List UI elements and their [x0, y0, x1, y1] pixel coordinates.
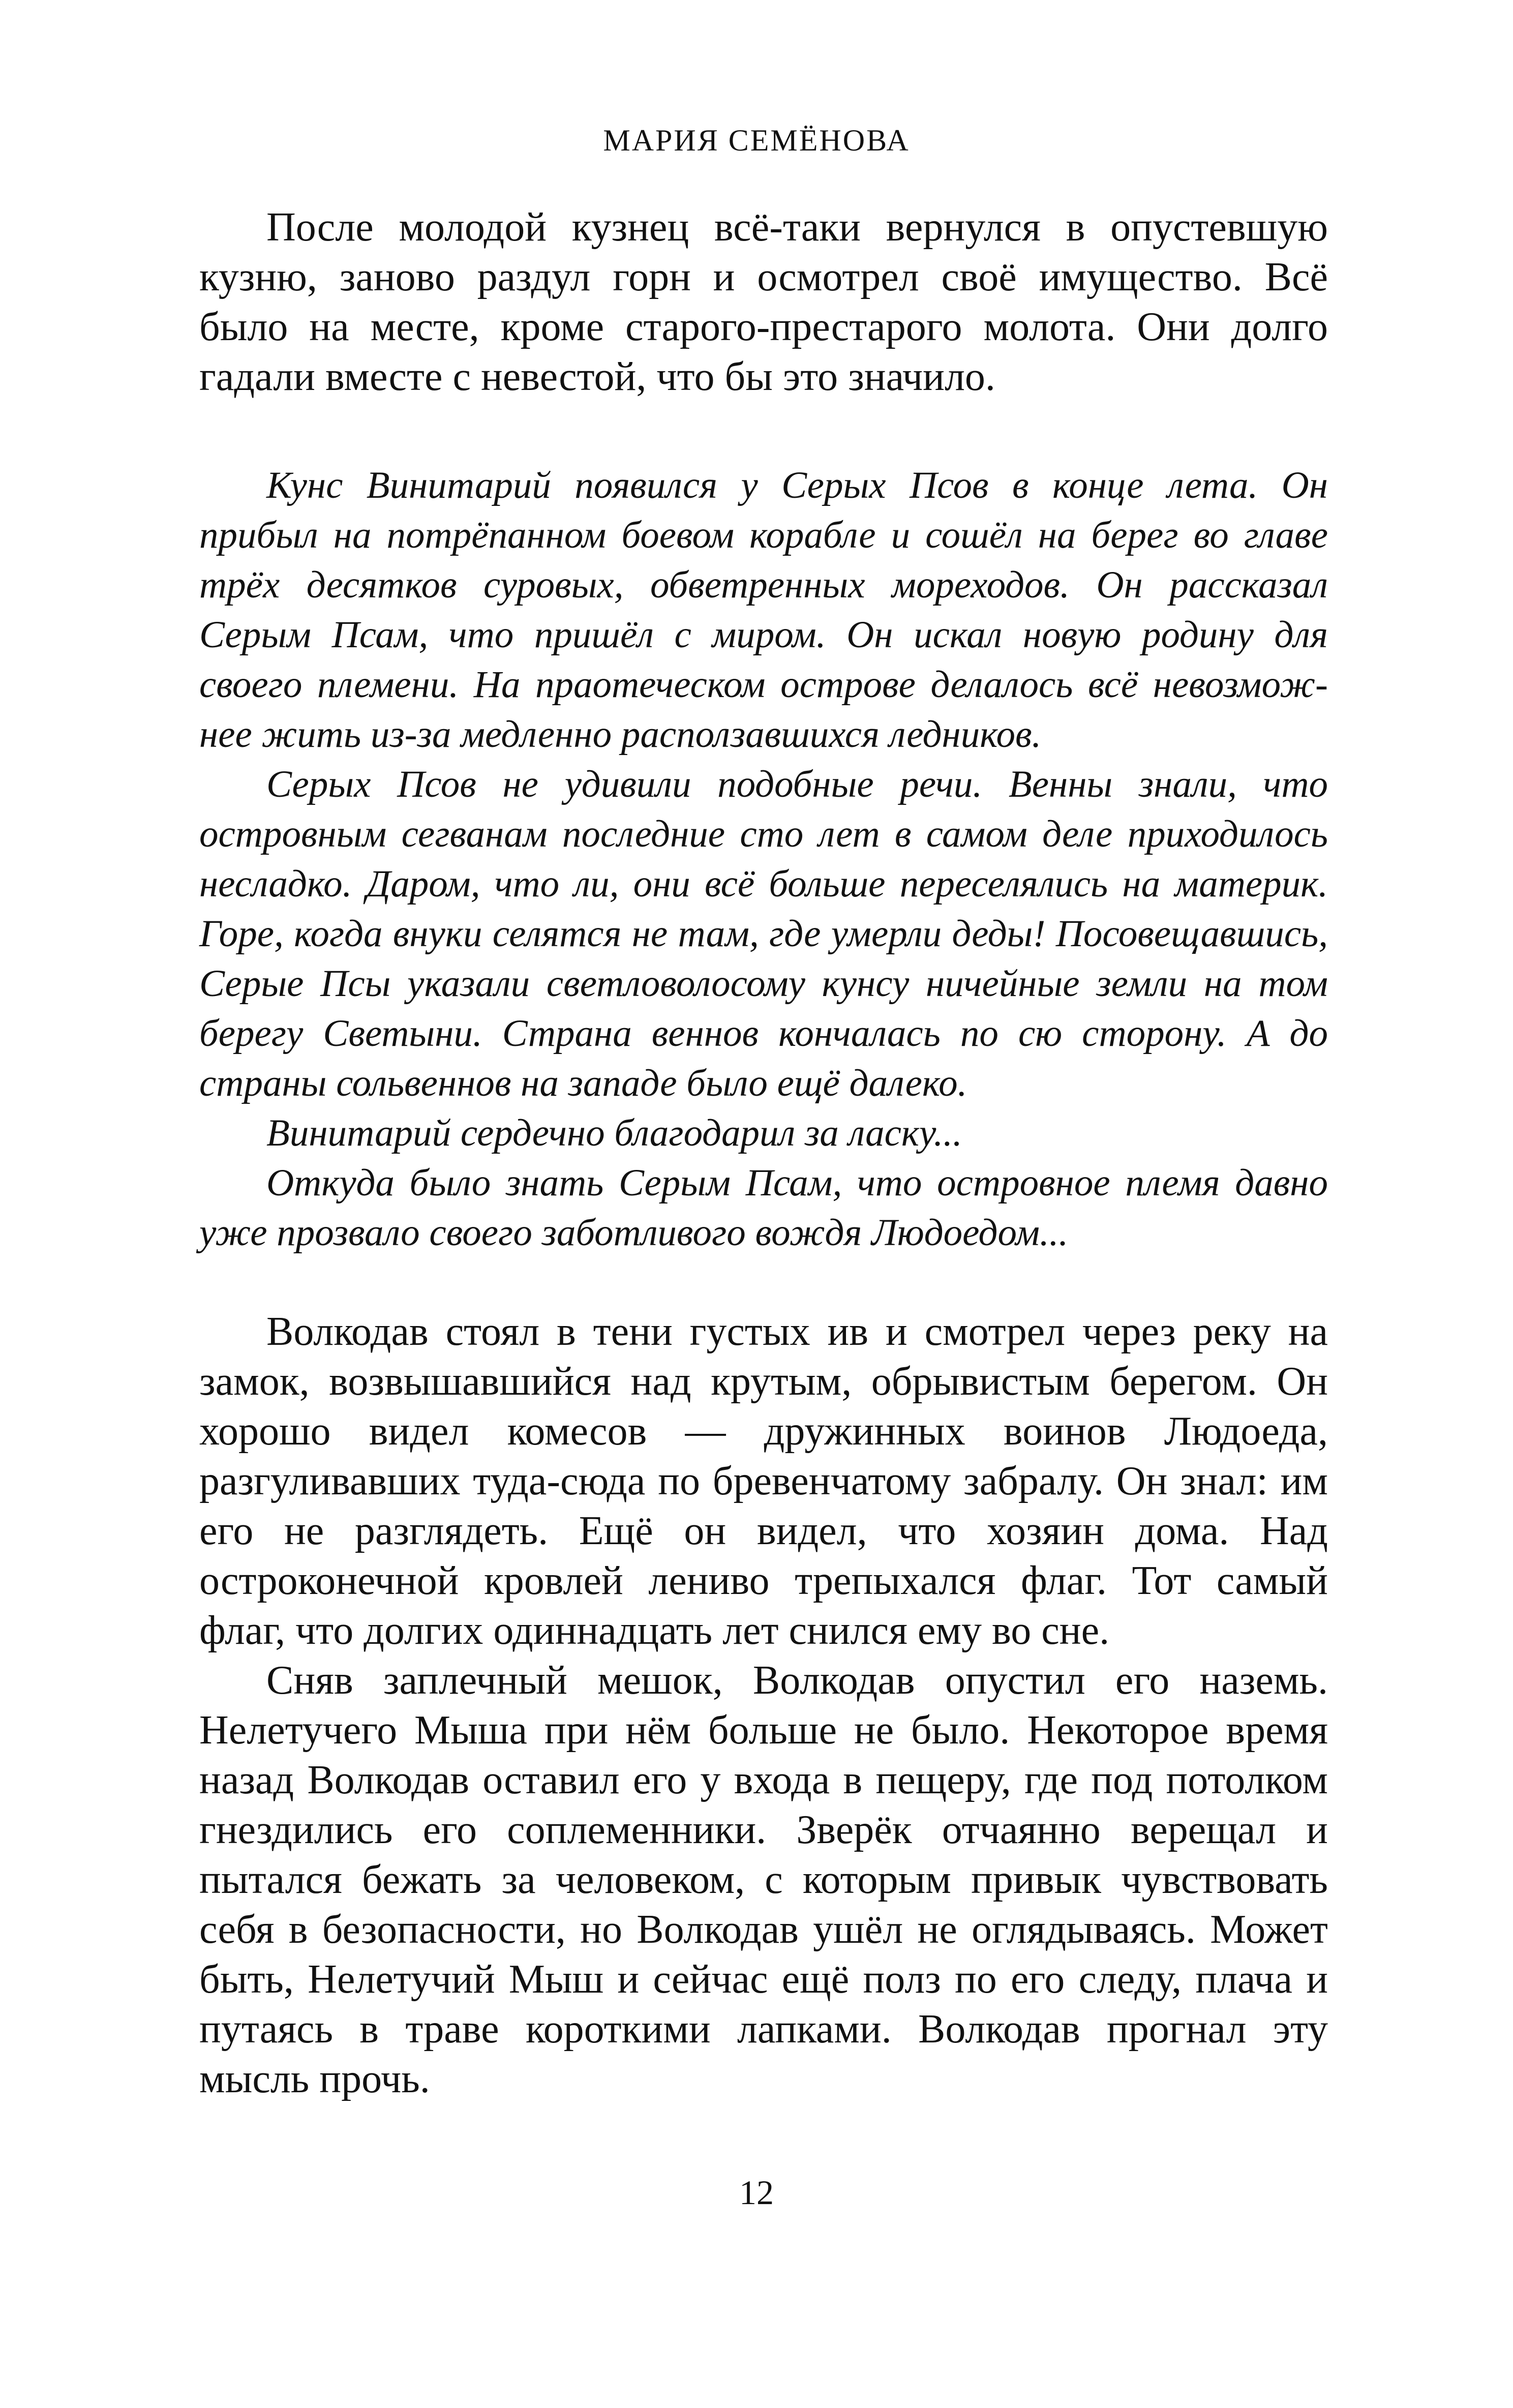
paragraph: Винитарий сердечно благодарил за ласку...	[266, 1112, 962, 1154]
running-head-author: МАРИЯ СЕМЁНОВА	[603, 124, 910, 157]
paragraph: Откуда было знать Серым Псам, что островное племя давно уже прозвало своего заботливого вождя Людоедом...	[199, 1162, 1328, 1254]
paragraph: Кунс Винитарий появился у Серых Псов в конце лета. Он прибыл на потрёпанном боевом корабле и сошёл на берег во главе трёх десятков суровых, обветренных мореходов. Он рассказал Серым Псам, что пришёл с миром. Он искал новую родину для своего племени. На праотеческом острове делалось всё невозможнее жить из-за медленно расползавшихся ледников.	[199, 464, 1328, 756]
paragraph: Волкодав стоял в тени густых ив и смотрел через реку на замок, возвышавшийся над крутым, обрывистым берегом. Он хорошо видел комесов — дружинных воинов Людоеда, разгуливавших туда-сюда по бревенчатому забралу. Он знал: им его не разглядеть. Ещё он видел, что хозяин дома. Над остроконечной кровлей лениво трепыхался флаг. Тот самый флаг, что долгих одиннадцать лет снился ему во сне.	[199, 1309, 1328, 1653]
text-block-italic-interlude	[199, 461, 1328, 1258]
text-block-main	[199, 1307, 1328, 2104]
paragraph: После молодой кузнец всё-таки вернулся в опустевшую кузню, заново раздул горн и осмотрел своё имущество. Всё было на месте, кроме старого-престарого молота. Они долго гадали вместе с невестой, что бы это значило.	[199, 205, 1328, 399]
text-block-intro	[199, 202, 1328, 402]
page-number: 12	[739, 2173, 774, 2212]
paragraph: Серых Псов не удивили подобные речи. Венны знали, что островным сегванам последние сто лет в самом деле приходилось несладко. Даром, что ли, они всё больше переселялись на материк. Горе, когда внуки селятся не там, где умерли деды! Посовещавшись, Серые Псы указали светловолосому кунсу ничейные земли на том берегу Светыни. Страна веннов кончалась по сю сторону. А до страны сольвеннов на западе было ещё далеко.	[199, 763, 1328, 1104]
paragraph: Сняв заплечный мешок, Волкодав опустил его наземь. Нелетучего Мыша при нём больше не было. Некоторое время назад Волкодав оставил его у входа в пещеру, где под потолком гнездились его соплеменники. Зверёк отчаянно верещал и пытался бежать за человеком, с которым привык чувствовать себя в безопасности, но Волкодав ушёл не оглядываясь. Может быть, Нелетучий Мыш и сейчас ещё полз по его следу, плача и путаясь в траве короткими лапками. Волкодав прогнал эту мысль прочь.	[199, 1658, 1328, 2101]
